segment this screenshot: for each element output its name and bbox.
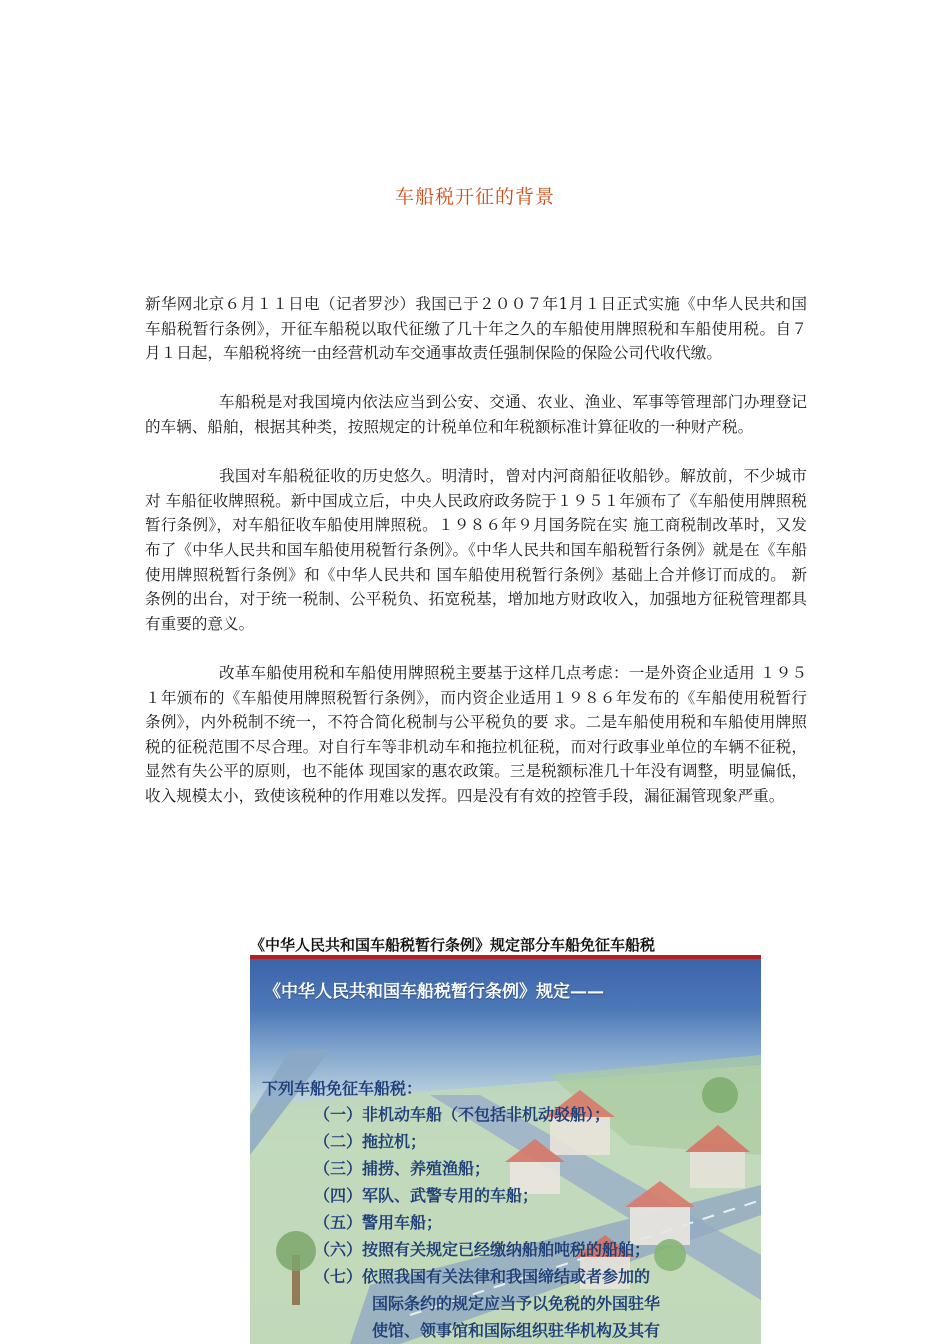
paragraph-1: 新华网北京６月１１日电（记者罗沙）我国已于２００７年1月１日正式实施《中华人民共和国车船税暂行条例》，开征车船税以取代征缴了几十年之久的车船使用牌照税和车船使用税。自７月１日起，车船税将统一由经营机动车交通事故责任强制保险的保险公司代收代缴。 <box>145 295 807 363</box>
figure-caption: 《中华人民共和国车船税暂行条例》规定部分车船免征车船税 <box>250 936 656 954</box>
exemption-heading: 下列车船免征车船税： <box>262 1079 423 1098</box>
infographic-image <box>250 955 761 1344</box>
paragraph-3: 我国对车船税征收的历史悠久。明清时，曾对内河商船征收船钞。解放前，不少城市对 车船征收牌照税。新中国成立后，中央人民政府政务院于１９５１年颁布了《车船使用牌照税暂行条例》，对车船征收车船使用牌照税。１９８６年９月国务院在实 施工商税制改革时，又发布了《中华人民共和国车船使用税暂行条例》。《中华人民共和国车船税暂行条例》就是在《车船使用牌照税暂行条例》和《中华人民共和 国车船使用税暂行条例》基础上合并修订而成的。 新条例的出台，对于统一税制、公平税负、拓宽税基，增加地方财政收入，加强地方征税管理都具有重要的意义。 <box>145 467 807 633</box>
paragraph-4: 改革车船使用税和车船使用牌照税主要基于这样几点考虑：一是外资企业适用 １９５１年颁布的《车船使用牌照税暂行条例》，而内资企业适用１９８６年发布的《车船使用税暂行条例》，内外税制不统一，不符合简化税制与公平税负的要 求。二是车船使用税和车船使用牌照税的征税范围不尽合理。对自行车等非机动车和拖拉机征税，而对行政事业单位的车辆不征税，显然有失公平的原则，也不能体 现国家的惠农政策。三是税额标准几十年没有调整，明显偏低，收入规模太小，致使该税种的作用难以发挥。四是没有有效的控管手段，漏征漏管现象严重。 <box>145 663 807 805</box>
list-item: （三）捕捞、养殖渔船； <box>314 1159 491 1178</box>
list-item: （二）拖拉机； <box>314 1132 427 1151</box>
exemption-list <box>314 1101 660 1344</box>
figure-banner: 《中华人民共和国车船税暂行条例》规定—— <box>264 982 604 1002</box>
article-body <box>145 292 807 808</box>
paragraph-2: 车船税是对我国境内依法应当到公安、交通、农业、渔业、军事等管理部门办理登记的车辆、船舶，根据其种类，按照规定的计税单位和年税额标准计算征收的一种财产税。 <box>145 393 807 436</box>
list-item: （五）警用车船； <box>314 1213 443 1232</box>
list-item: （一）非机动车船（不包括非机动驳船）； <box>314 1105 611 1124</box>
list-item-continuation: 使馆、领事馆和国际组织驻华机构及其有 <box>372 1321 661 1340</box>
list-item: （六）按照有关规定已经缴纳船舶吨税的船舶； <box>314 1240 651 1259</box>
list-item: （四）军队、武警专用的车船； <box>314 1186 539 1205</box>
list-item: （七）依照我国有关法律和我国缔结或者参加的 <box>314 1267 651 1286</box>
page-title: 车船税开征的背景 <box>394 186 555 208</box>
list-item-continuation: 国际条约的规定应当予以免税的外国驻华 <box>372 1294 661 1313</box>
